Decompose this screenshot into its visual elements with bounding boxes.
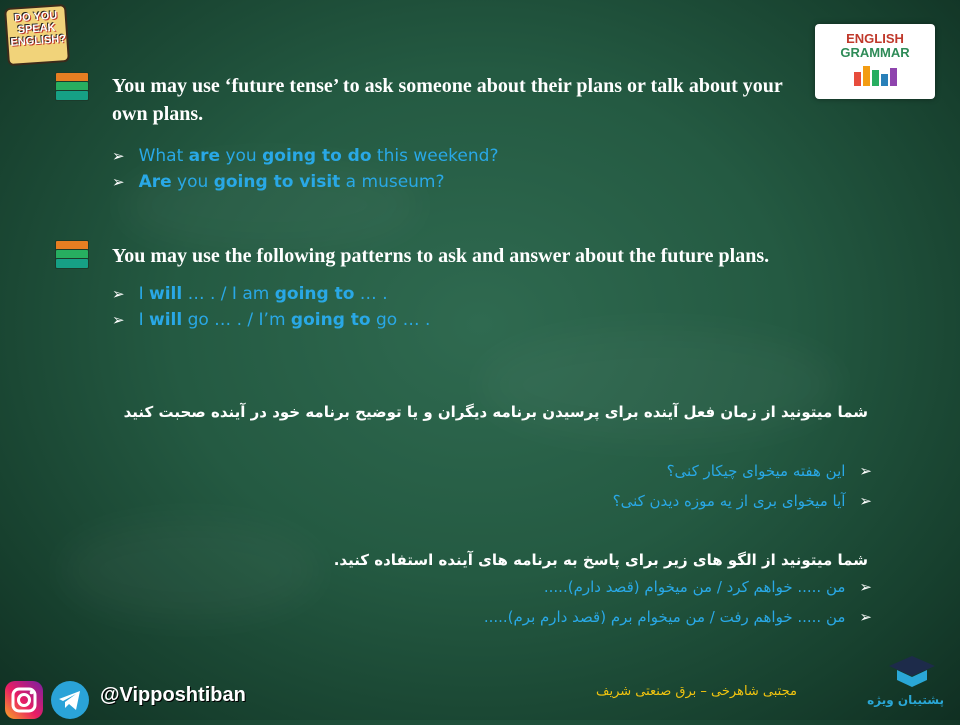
persian2-bullet-1: ➢من ..... خواهم کرد / من میخوام (قصد دارم)..... bbox=[543, 578, 872, 596]
persian-heading-2: شما میتونید از الگو های زیر برای پاسخ به برنامه های آینده استفاده کنید. bbox=[333, 551, 868, 569]
telegram-handle[interactable]: @Vipposhtiban bbox=[100, 684, 246, 706]
telegram-icon[interactable] bbox=[50, 680, 90, 720]
persian-heading-1: شما میتونید از زمان فعل آینده برای پرسیدن برنامه دیگران و یا توضیح برنامه خود در آینده صحبت کنید bbox=[123, 403, 868, 421]
section1-text: You may use ‘future tense’ to ask someone about their plans or talk about your own plans. bbox=[112, 75, 783, 125]
books-icon bbox=[55, 240, 89, 276]
section1-bullet-1: ➢ What are you going to do this weekend? bbox=[112, 146, 499, 166]
books-icon bbox=[815, 64, 935, 86]
persian2-bullet-2: ➢من ..... خواهم رفت / من میخوام برم (قصد دارم برم)..... bbox=[483, 608, 872, 626]
brand-logo-icon bbox=[887, 654, 937, 688]
books-icon bbox=[55, 72, 89, 108]
speak-english-logo: DO YOU SPEAK ENGLISH? bbox=[4, 4, 70, 66]
section2-bullet-2: ➢ I will go … . / I’m going to go … . bbox=[112, 310, 431, 330]
badge-line1: ENGLISH bbox=[846, 31, 904, 46]
section2-text: You may use the following patterns to ask and answer about the future plans. bbox=[112, 245, 770, 267]
section2-bullet-1: ➢ I will … . / I am going to … . bbox=[112, 284, 388, 304]
brand-name: پشتیبان ویژه bbox=[867, 693, 944, 707]
badge-line2: GRAMMAR bbox=[840, 45, 910, 60]
section1-bullet-2: ➢ Are you going to visit a museum? bbox=[112, 172, 445, 192]
brand-logo bbox=[867, 654, 944, 716]
persian1-bullet-1: ➢این هفته میخوای چیکار کنی؟ bbox=[666, 462, 872, 480]
english-grammar-badge bbox=[815, 24, 935, 99]
instagram-icon[interactable] bbox=[4, 680, 44, 720]
author-credit: مجتبی شاهرخی – برق صنعتی شریف bbox=[596, 684, 797, 699]
persian1-bullet-2: ➢آیا میخوای بری از یه موزه دیدن کنی؟ bbox=[612, 492, 872, 510]
